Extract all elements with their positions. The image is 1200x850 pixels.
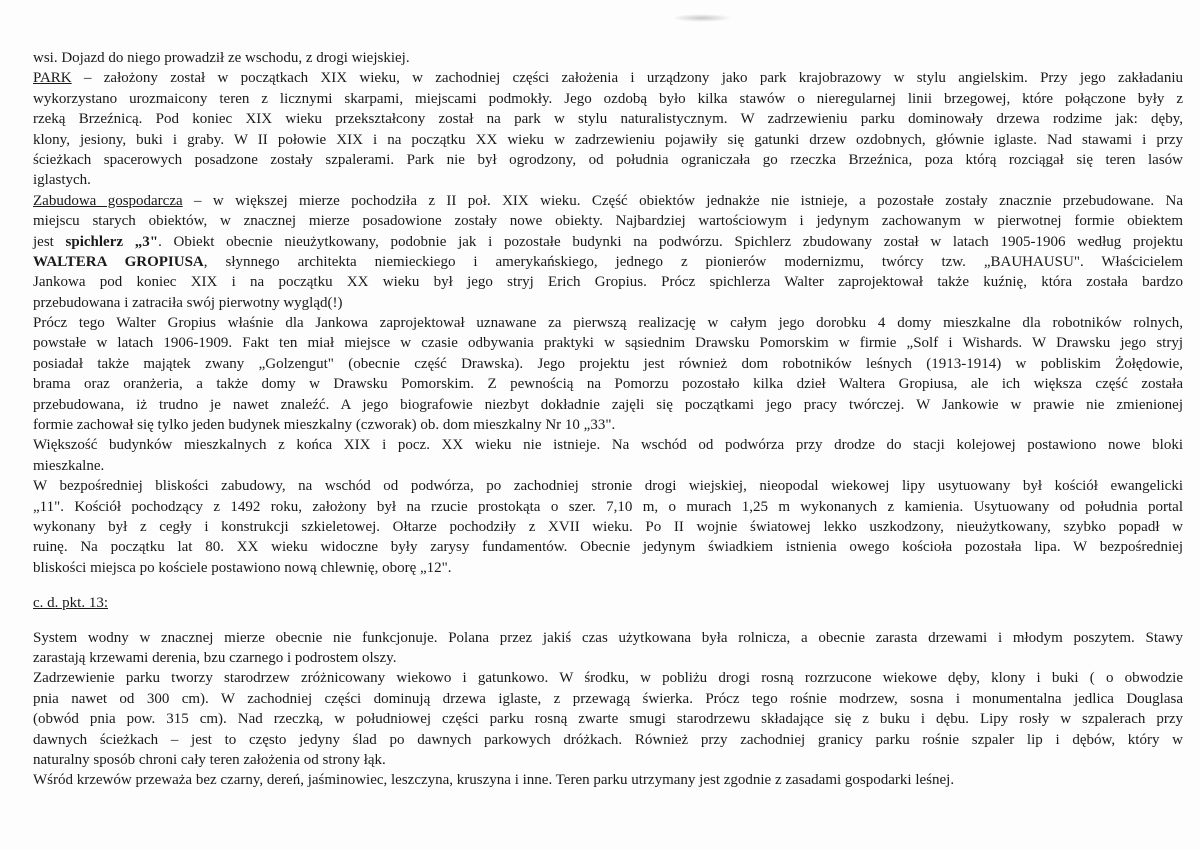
text-line — [33, 232, 1183, 252]
text-line — [33, 648, 1183, 668]
paragraph — [33, 191, 1183, 313]
text-segment: bliskości miejsca po kościele postawiono nową chlewnię, oborę „12". — [33, 559, 452, 576]
text-line — [33, 558, 1183, 578]
text-segment: „11". Kościół pochodzący z 1492 roku, założony był na rzucie prostokąta o szer. 7,10 m, o murach 1,25 m wykonanych z kamienia. Usytuowany od południa portal — [33, 498, 1183, 515]
text-line — [33, 435, 1183, 455]
document-page — [33, 48, 1183, 791]
text-segment: Wśród krzewów przeważa bez czarny, dereń, jaśminowiec, leszczyna, kruszyna i inne. Teren parku utrzymany jest zgodnie z zasadami gospodarki leśnej. — [33, 772, 955, 789]
text-segment: brama oraz oranżeria, a także domy w Drawsku Pomorskim. Z pewnością na Pomorzu pozostało kilka dzieł Waltera Gropiusa, ale ich większa część została — [33, 376, 1183, 393]
section-continuation — [33, 578, 1183, 791]
text-line — [33, 293, 1183, 313]
text-segment: – w większej mierze pochodziła z II poł. XIX wieku. Część obiektów jednakże nie istnieje, a pozostałe zostały znacznie przebudowane. Na — [182, 192, 1183, 209]
bold-text: spichlerz „3" — [65, 233, 159, 250]
text-line — [33, 68, 1183, 88]
text-line — [33, 476, 1183, 496]
text-line — [33, 109, 1183, 129]
paragraph — [33, 313, 1183, 435]
text-segment: wsi. Dojazd do niego prowadził ze wschodu, z drogi wiejskiej. — [33, 50, 410, 66]
text-line — [33, 668, 1183, 688]
text-segment: dawnych ścieżkach – jest to często jedyny ślad po dawnych parkowych dróżkach. Również przy zachodniej granicy parku rośnie szpaler lip i dębów, który w — [33, 731, 1183, 748]
text-line — [33, 211, 1183, 231]
text-segment: zarastają krzewami derenia, bzu czarnego i podrostem olszy. — [33, 649, 397, 666]
text-segment: wykonany był z cegły i konstrukcji szkieletowej. Ołtarze pochodziły z XVII wieku. Po II wojnie światowej lekko uszkodzony, nieużytkowany, szybko popadł w — [33, 518, 1183, 535]
text-segment: System wodny w znacznej mierze obecnie nie funkcjonuje. Polana przez jakiś czas użytkowana była rolnicza, a obecnie zarasta drzewami i młodym poszytem. Stawy — [33, 629, 1183, 646]
text-line — [33, 689, 1183, 709]
text-segment: powstałe w latach 1906-1909. Fakt ten miał miejsce w czasie odbywania praktyki w sąsiednim Drawsku Pomorskim w firmie „Solf i Wishards. W Drawsku jego stryj — [33, 335, 1183, 352]
text-segment: Zadrzewienie parku tworzy starodrzew zróżnicowany wiekowo i gatunkowo. W środku, w pobliżu drogi rosną rozrzucone wiekowe dęby, klony i buki ( o obwodzie — [33, 670, 1183, 687]
text-segment: W bezpośredniej bliskości zabudowy, na wschód od podwórza, po zachodniej stronie drogi wiejskiej, nieopodal wiekowej lipy usytuowany był kościół ewangelicki — [33, 478, 1183, 495]
text-segment: naturalny sposób chroni cały teren założenia od strony łąk. — [33, 751, 386, 768]
text-segment: wykorzystano urozmaicony teren z licznymi skarpami, miejscami podmokły. Jego ozdobą było kilka stawów o nieregularnej linii brzegowej, które połączone były z — [33, 90, 1183, 107]
text-line — [33, 456, 1183, 476]
text-line — [33, 517, 1183, 537]
text-line — [33, 191, 1183, 211]
section-heading: c. d. pkt. 13: — [33, 595, 108, 612]
paragraph — [33, 68, 1183, 190]
text-line — [33, 333, 1183, 353]
paragraph — [33, 476, 1183, 578]
text-segment: pnia nawet od 300 cm). W zachodniej części dominują drzewa iglaste, z przewagą świerka. Prócz tego rośnie modrzew, sosna i monumentalna jedlica Douglasa — [33, 690, 1183, 707]
spacer — [33, 614, 1183, 628]
text-segment: (obwód pnia pow. 315 cm). Nad rzeczką, w południowej części parku rosną zwarte smugi starodrzewu składające się z buku i dębu. Lipy rosły w szpalerach przy — [33, 711, 1183, 728]
text-segment: rzeką Brzeźnicą. Pod koniec XIX wieku przekształcony został na park w stylu naturalistycznym. W zadrzewieniu parku dominowały drzewa rodzime jak: dęby, — [33, 111, 1183, 128]
text-segment: klony, jesiony, buki i graby. W II połowie XIX i na początku XX wieku w zadrzewieniu pojawiły się gatunki drzew ozdobnych, głównie iglaste. Nad stawami i przy — [33, 131, 1183, 148]
scan-artifact — [672, 14, 732, 22]
text-segment: . Obiekt obecnie nieużytkowany, podobnie jak i pozostałe budynki na podwórzu. Spichlerz zbudowany został w latach 1905-1906 według projektu — [158, 233, 1183, 250]
text-segment: przebudowana, iż trudno je nawet znaleźć. A jego biografowie niezbyt dokładnie zajęli się początkami jego pracy twórczej. W Jankowie w prawie nie zmienionej — [33, 396, 1183, 413]
text-line — [33, 415, 1183, 435]
text-segment: przebudowana i zatraciła swój pierwotny wygląd(!) — [33, 294, 343, 311]
text-line — [33, 750, 1183, 770]
text-line — [33, 313, 1183, 333]
text-line — [33, 730, 1183, 750]
text-segment: miejscu starych obiektów, w znacznej mierze posadowione zostały nowe obiekty. Najbardziej wartościowym i jedynym zachowanym w pierwotnej formie obiektem — [33, 213, 1183, 230]
text-line — [33, 374, 1183, 394]
text-line — [33, 272, 1183, 292]
underlined-heading-text: Zabudowa gospodarcza — [33, 192, 183, 209]
text-line — [33, 150, 1183, 170]
paragraph — [33, 628, 1183, 669]
text-segment: formie zachował się tylko jeden budynek mieszkalny (czworak) ob. dom mieszkalny Nr 10 „33". — [33, 417, 616, 434]
text-segment: ruinę. Na początku lat 80. XX wieku widoczne były zarysy fundamentów. Obecnie jedynym świadkiem istnienia owego kościoła pozostała lipa. W bezpośredniej — [33, 539, 1183, 556]
text-line — [33, 628, 1183, 648]
text-segment: posiadał także majątek zwany „Golzengut" (obecnie część Drawska). Jego projektu jest również dom robotników leśnych (1913-1914) w pobliskim Żołędowie, — [33, 355, 1183, 372]
text-line — [33, 395, 1183, 415]
bold-text: WALTERA GROPIUSA — [33, 253, 204, 270]
underlined-heading-text: PARK — [33, 70, 72, 87]
text-line — [33, 537, 1183, 557]
text-line — [33, 130, 1183, 150]
text-line — [33, 252, 1183, 272]
text-segment: mieszkalne. — [33, 457, 105, 474]
text-line — [33, 89, 1183, 109]
text-segment: iglastych. — [33, 172, 91, 189]
text-line — [33, 497, 1183, 517]
paragraph — [33, 770, 1183, 790]
text-segment: , słynnego architekta niemieckiego i amerykańskiego, jednego z pionierów modernizmu, twórcy tzw. „BAUHAUSU". Właścicielem — [203, 253, 1183, 270]
text-line — [33, 770, 1183, 790]
text-line — [33, 709, 1183, 729]
text-line — [33, 170, 1183, 190]
text-line — [33, 48, 1183, 68]
paragraph — [33, 48, 1183, 68]
text-segment: Prócz tego Walter Gropius właśnie dla Jankowa zaprojektował uznawane za pierwszą realizację w całym jego dorobku 4 domy mieszkalne dla robotników rolnych, — [33, 315, 1183, 332]
text-segment: ścieżkach spacerowych posadzone zostały szpalerami. Park nie był ogrodzony, od południa ograniczała go rzeczka Brzeźnica, poza którą rozciągał się teren lasów — [33, 151, 1183, 168]
spacer — [33, 578, 1183, 593]
text-segment: Jankowa pod koniec XIX i na początku XX wieku był jego stryj Erich Gropius. Prócz spichlerza Walter zaprojektował także kuźnię, która została bardzo — [33, 274, 1183, 291]
paragraph — [33, 668, 1183, 770]
text-segment: jest — [33, 233, 66, 250]
section-description — [33, 48, 1183, 578]
text-line — [33, 354, 1183, 374]
text-segment: Większość budynków mieszkalnych z końca XIX i pocz. XX wieku nie istnieje. Na wschód od podwórza przy drodze do stacji kolejowej postawiono nowe bloki — [33, 437, 1183, 454]
text-segment: – założony został w początkach XIX wieku, w zachodniej części założenia i urządzony jako park krajobrazowy w stylu angielskim. Przy jego zakładaniu — [71, 70, 1183, 87]
paragraph — [33, 435, 1183, 476]
